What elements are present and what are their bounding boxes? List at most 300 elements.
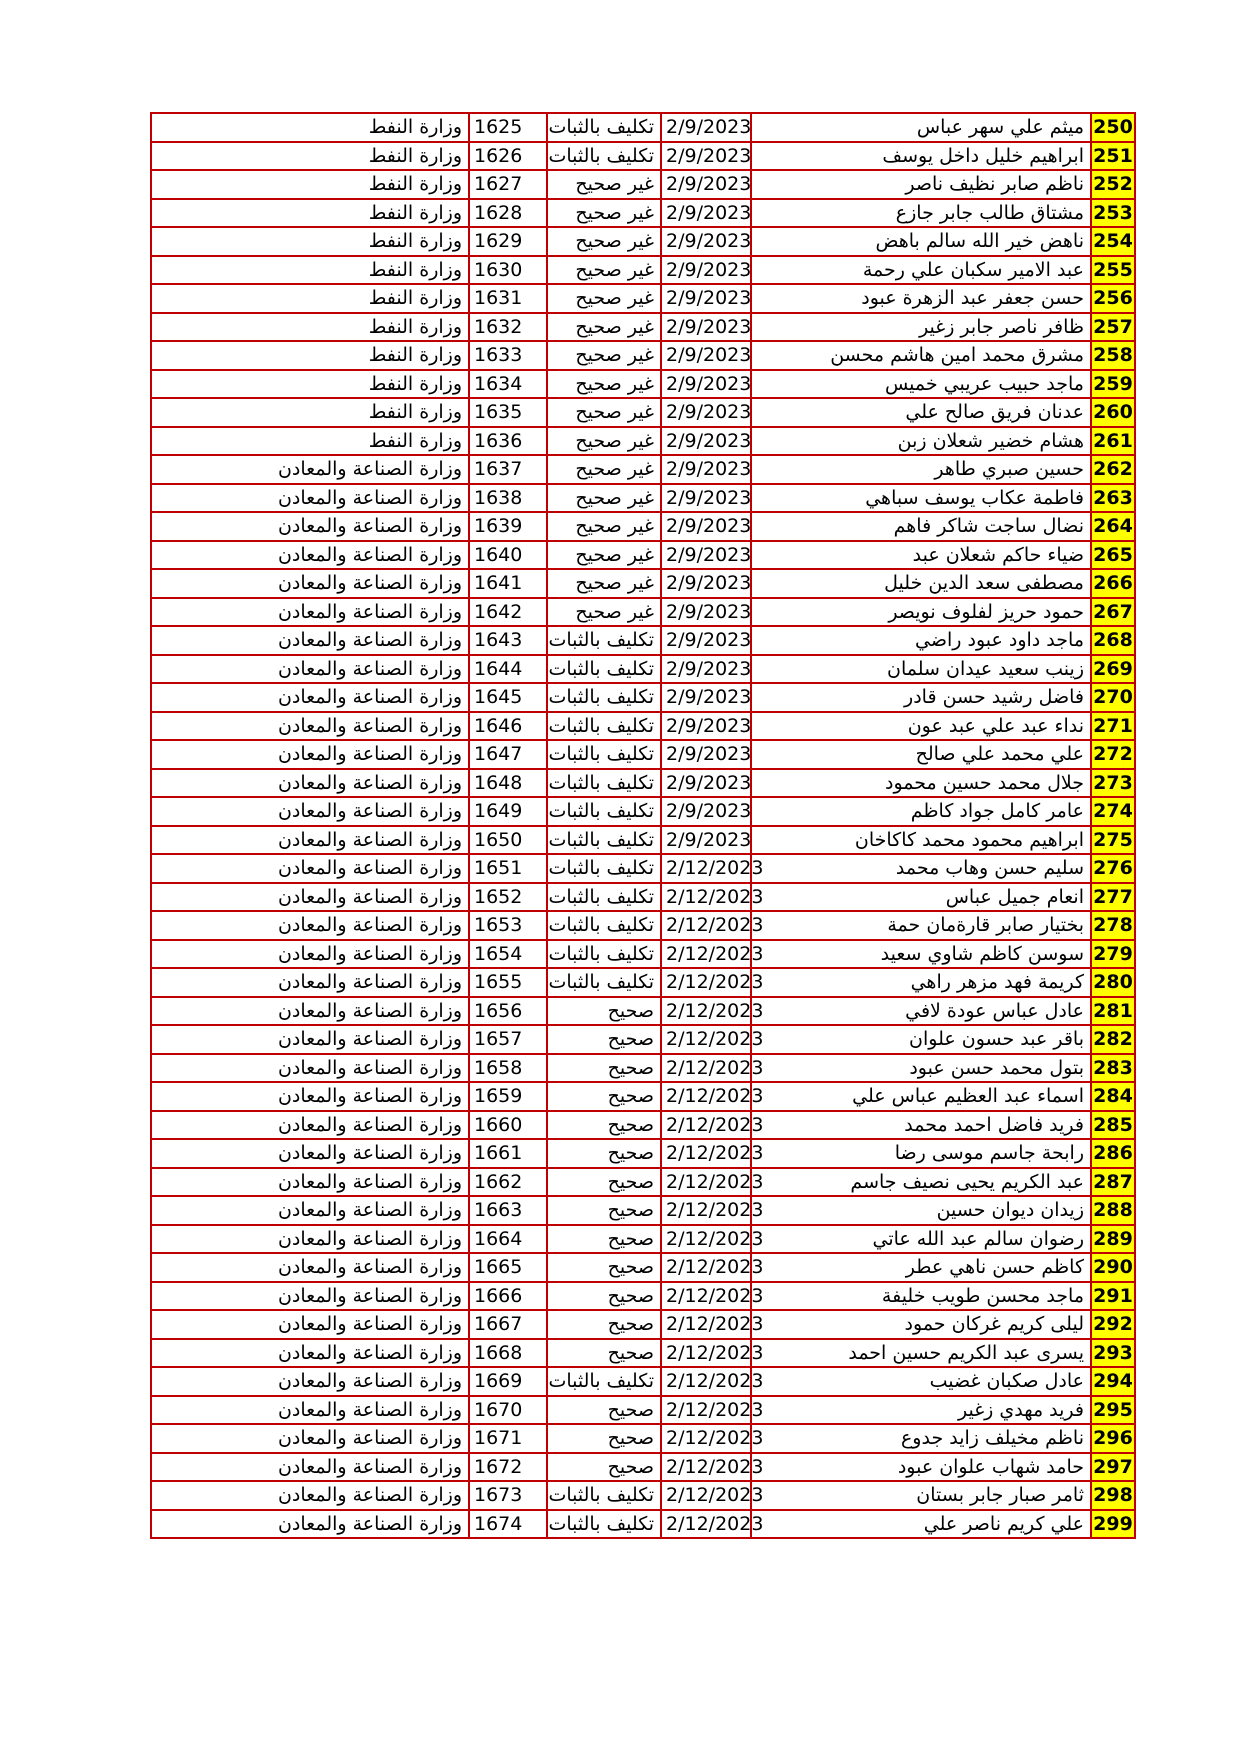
row-number-cell: 265 [1091,541,1135,570]
row-number-cell: 286 [1091,1139,1135,1168]
date-cell: 2/9/2023 [661,398,751,427]
name-cell: بتول محمد حسن عبود [751,1054,1091,1083]
row-number-cell: 255 [1091,256,1135,285]
table-row [151,1054,1135,1083]
status-cell: صحيح [547,1282,661,1311]
status-cell: تكليف بالثبات [547,854,661,883]
ministry-cell: وزارة الصناعة والمعادن [151,740,469,769]
code-cell: 1643 [469,626,547,655]
table-row [151,683,1135,712]
row-number-cell: 290 [1091,1253,1135,1282]
code-cell: 1633 [469,341,547,370]
table-row [151,940,1135,969]
name-cell: بختيار صابر قارةمان حمة [751,911,1091,940]
code-cell: 1663 [469,1196,547,1225]
ministry-cell: وزارة النفط [151,284,469,313]
date-cell: 2/12/2023 [661,911,751,940]
table-row [151,284,1135,313]
status-cell: تكليف بالثبات [547,883,661,912]
code-cell: 1644 [469,655,547,684]
table-row [151,769,1135,798]
name-cell: انعام جميل عباس [751,883,1091,912]
date-cell: 2/12/2023 [661,1396,751,1425]
ministry-cell: وزارة الصناعة والمعادن [151,826,469,855]
status-cell: تكليف بالثبات [547,683,661,712]
code-cell: 1673 [469,1481,547,1510]
date-cell: 2/9/2023 [661,227,751,256]
table-row [151,455,1135,484]
row-number-cell: 281 [1091,997,1135,1026]
table-row [151,1168,1135,1197]
ministry-cell: وزارة الصناعة والمعادن [151,1367,469,1396]
name-cell: فاطمة عكاب يوسف سباهي [751,484,1091,513]
name-cell: عادل صكبان غضيب [751,1367,1091,1396]
name-cell: حامد شهاب علوان عبود [751,1453,1091,1482]
name-cell: عبد الامير سكبان علي رحمة [751,256,1091,285]
table-row [151,313,1135,342]
ministry-cell: وزارة النفط [151,199,469,228]
status-cell: تكليف بالثبات [547,740,661,769]
table-row [151,968,1135,997]
name-cell: ماجد داود عبود راضي [751,626,1091,655]
ministry-cell: وزارة النفط [151,256,469,285]
row-number-cell: 267 [1091,598,1135,627]
name-cell: ابراهيم محمود محمد كاكاخان [751,826,1091,855]
code-cell: 1667 [469,1310,547,1339]
date-cell: 2/9/2023 [661,142,751,171]
row-number-cell: 264 [1091,512,1135,541]
name-cell: باقر عبد حسون علوان [751,1025,1091,1054]
date-cell: 2/12/2023 [661,968,751,997]
date-cell: 2/12/2023 [661,1054,751,1083]
row-number-cell: 283 [1091,1054,1135,1083]
row-number-cell: 279 [1091,940,1135,969]
name-cell: عدنان فريق صالح علي [751,398,1091,427]
code-cell: 1671 [469,1424,547,1453]
date-cell: 2/9/2023 [661,569,751,598]
status-cell: تكليف بالثبات [547,142,661,171]
ministry-cell: وزارة الصناعة والمعادن [151,1139,469,1168]
row-number-cell: 268 [1091,626,1135,655]
ministry-cell: وزارة الصناعة والمعادن [151,1196,469,1225]
code-cell: 1651 [469,854,547,883]
name-cell: كريمة فهد مزهر راهي [751,968,1091,997]
date-cell: 2/12/2023 [661,1168,751,1197]
row-number-cell: 299 [1091,1510,1135,1539]
status-cell: تكليف بالثبات [547,1367,661,1396]
table-row [151,1481,1135,1510]
status-cell: تكليف بالثبات [547,911,661,940]
date-cell: 2/9/2023 [661,484,751,513]
row-number-cell: 250 [1091,113,1135,142]
code-cell: 1668 [469,1339,547,1368]
row-number-cell: 252 [1091,170,1135,199]
table-row [151,427,1135,456]
date-cell: 2/12/2023 [661,1225,751,1254]
row-number-cell: 273 [1091,769,1135,798]
row-number-cell: 260 [1091,398,1135,427]
ministry-cell: وزارة الصناعة والمعادن [151,512,469,541]
status-cell: غير صحيح [547,598,661,627]
name-cell: ماجد محسن طويب خليفة [751,1282,1091,1311]
status-cell: تكليف بالثبات [547,655,661,684]
status-cell: تكليف بالثبات [547,769,661,798]
table-row [151,854,1135,883]
status-cell: غير صحيح [547,199,661,228]
table-row [151,170,1135,199]
name-cell: نداء عبد علي عبد عون [751,712,1091,741]
name-cell: عادل عباس عودة لافي [751,997,1091,1026]
table-row [151,655,1135,684]
date-cell: 2/12/2023 [661,1424,751,1453]
name-cell: حمود حريز لفلوف نويصر [751,598,1091,627]
ministry-cell: وزارة الصناعة والمعادن [151,1453,469,1482]
row-number-cell: 256 [1091,284,1135,313]
code-cell: 1670 [469,1396,547,1425]
row-number-cell: 282 [1091,1025,1135,1054]
name-cell: هشام خضير شعلان زبن [751,427,1091,456]
status-cell: غير صحيح [547,284,661,313]
table-row [151,1196,1135,1225]
row-number-cell: 280 [1091,968,1135,997]
table-row [151,826,1135,855]
code-cell: 1638 [469,484,547,513]
status-cell: صحيح [547,1310,661,1339]
ministry-cell: وزارة الصناعة والمعادن [151,683,469,712]
name-cell: نضال ساجت شاكر فاهم [751,512,1091,541]
date-cell: 2/12/2023 [661,1253,751,1282]
status-cell: صحيح [547,1139,661,1168]
name-cell: مشتاق طالب جابر جازع [751,199,1091,228]
date-cell: 2/9/2023 [661,256,751,285]
status-cell: تكليف بالثبات [547,113,661,142]
table-row [151,1111,1135,1140]
row-number-cell: 274 [1091,797,1135,826]
row-number-cell: 259 [1091,370,1135,399]
status-cell: تكليف بالثبات [547,626,661,655]
ministry-cell: وزارة الصناعة والمعادن [151,940,469,969]
row-number-cell: 270 [1091,683,1135,712]
status-cell: غير صحيح [547,398,661,427]
name-cell: ناهض خير الله سالم باهض [751,227,1091,256]
ministry-cell: وزارة النفط [151,370,469,399]
date-cell: 2/9/2023 [661,826,751,855]
name-cell: ضياء حاكم شعلان عبد [751,541,1091,570]
code-cell: 1647 [469,740,547,769]
code-cell: 1631 [469,284,547,313]
ministry-cell: وزارة الصناعة والمعادن [151,455,469,484]
date-cell: 2/9/2023 [661,341,751,370]
ministry-cell: وزارة الصناعة والمعادن [151,968,469,997]
table-row [151,1139,1135,1168]
table-row [151,1367,1135,1396]
table-row [151,997,1135,1026]
ministry-cell: وزارة الصناعة والمعادن [151,1025,469,1054]
status-cell: غير صحيح [547,455,661,484]
code-cell: 1669 [469,1367,547,1396]
date-cell: 2/12/2023 [661,1111,751,1140]
table-row [151,142,1135,171]
code-cell: 1659 [469,1082,547,1111]
date-cell: 2/9/2023 [661,313,751,342]
code-cell: 1632 [469,313,547,342]
ministry-cell: وزارة الصناعة والمعادن [151,1424,469,1453]
ministry-cell: وزارة الصناعة والمعادن [151,1396,469,1425]
date-cell: 2/9/2023 [661,626,751,655]
row-number-cell: 285 [1091,1111,1135,1140]
ministry-cell: وزارة الصناعة والمعادن [151,655,469,684]
status-cell: تكليف بالثبات [547,797,661,826]
code-cell: 1648 [469,769,547,798]
row-number-cell: 296 [1091,1424,1135,1453]
date-cell: 2/12/2023 [661,997,751,1026]
name-cell: ظافر ناصر جابر زغير [751,313,1091,342]
row-number-cell: 295 [1091,1396,1135,1425]
ministry-cell: وزارة النفط [151,427,469,456]
name-cell: فريد فاضل احمد محمد [751,1111,1091,1140]
date-cell: 2/9/2023 [661,740,751,769]
status-cell: غير صحيح [547,170,661,199]
ministry-cell: وزارة الصناعة والمعادن [151,541,469,570]
date-cell: 2/12/2023 [661,1082,751,1111]
code-cell: 1640 [469,541,547,570]
code-cell: 1627 [469,170,547,199]
status-cell: صحيح [547,1253,661,1282]
status-cell: صحيح [547,1339,661,1368]
ministry-cell: وزارة الصناعة والمعادن [151,911,469,940]
row-number-cell: 254 [1091,227,1135,256]
ministry-cell: وزارة الصناعة والمعادن [151,569,469,598]
name-cell: فريد مهدي زغير [751,1396,1091,1425]
date-cell: 2/9/2023 [661,199,751,228]
name-cell: مصطفى سعد الدين خليل [751,569,1091,598]
ministry-cell: وزارة الصناعة والمعادن [151,1082,469,1111]
status-cell: تكليف بالثبات [547,826,661,855]
ministry-cell: وزارة الصناعة والمعادن [151,598,469,627]
date-cell: 2/12/2023 [661,1025,751,1054]
row-number-cell: 284 [1091,1082,1135,1111]
name-cell: عبد الكريم يحيى نصيف جاسم [751,1168,1091,1197]
ministry-cell: وزارة النفط [151,341,469,370]
ministry-cell: وزارة النفط [151,142,469,171]
code-cell: 1654 [469,940,547,969]
status-cell: غير صحيح [547,512,661,541]
status-cell: تكليف بالثبات [547,1481,661,1510]
table-row [151,740,1135,769]
records-table [150,112,1136,1539]
status-cell: غير صحيح [547,313,661,342]
name-cell: ناظم مخيلف زايد جدوع [751,1424,1091,1453]
status-cell: غير صحيح [547,484,661,513]
name-cell: جلال محمد حسين محمود [751,769,1091,798]
status-cell: تكليف بالثبات [547,712,661,741]
table-row [151,1510,1135,1539]
row-number-cell: 269 [1091,655,1135,684]
name-cell: ميثم علي سهر عباس [751,113,1091,142]
row-number-cell: 298 [1091,1481,1135,1510]
date-cell: 2/12/2023 [661,1367,751,1396]
row-number-cell: 287 [1091,1168,1135,1197]
status-cell: صحيح [547,1054,661,1083]
status-cell: صحيح [547,997,661,1026]
code-cell: 1642 [469,598,547,627]
date-cell: 2/9/2023 [661,541,751,570]
code-cell: 1652 [469,883,547,912]
row-number-cell: 253 [1091,199,1135,228]
date-cell: 2/12/2023 [661,1196,751,1225]
table-row [151,398,1135,427]
row-number-cell: 258 [1091,341,1135,370]
date-cell: 2/9/2023 [661,370,751,399]
date-cell: 2/12/2023 [661,1282,751,1311]
ministry-cell: وزارة النفط [151,170,469,199]
status-cell: صحيح [547,1225,661,1254]
date-cell: 2/9/2023 [661,797,751,826]
name-cell: اسماء عبد العظيم عباس علي [751,1082,1091,1111]
ministry-cell: وزارة النفط [151,313,469,342]
code-cell: 1672 [469,1453,547,1482]
table-row [151,341,1135,370]
name-cell: ماجد حبيب عريبي خميس [751,370,1091,399]
name-cell: كاظم حسن ناهي عطر [751,1253,1091,1282]
code-cell: 1645 [469,683,547,712]
ministry-cell: وزارة الصناعة والمعادن [151,883,469,912]
name-cell: ابراهيم خليل داخل يوسف [751,142,1091,171]
status-cell: غير صحيح [547,341,661,370]
name-cell: رضوان سالم عبد الله عاتي [751,1225,1091,1254]
table-row [151,113,1135,142]
status-cell: صحيح [547,1396,661,1425]
code-cell: 1635 [469,398,547,427]
name-cell: ثامر صبار جابر بستان [751,1481,1091,1510]
records-table-body [151,113,1135,1538]
ministry-cell: وزارة الصناعة والمعادن [151,1225,469,1254]
name-cell: حسن جعفر عبد الزهرة عبود [751,284,1091,313]
status-cell: تكليف بالثبات [547,968,661,997]
ministry-cell: وزارة الصناعة والمعادن [151,1168,469,1197]
table-row [151,256,1135,285]
code-cell: 1641 [469,569,547,598]
table-row [151,1253,1135,1282]
table-row [151,883,1135,912]
ministry-cell: وزارة الصناعة والمعادن [151,769,469,798]
status-cell: غير صحيح [547,256,661,285]
code-cell: 1653 [469,911,547,940]
name-cell: علي محمد علي صالح [751,740,1091,769]
name-cell: علي كريم ناصر علي [751,1510,1091,1539]
row-number-cell: 275 [1091,826,1135,855]
row-number-cell: 288 [1091,1196,1135,1225]
code-cell: 1636 [469,427,547,456]
table-row [151,484,1135,513]
name-cell: سليم حسن وهاب محمد [751,854,1091,883]
status-cell: صحيح [547,1453,661,1482]
code-cell: 1626 [469,142,547,171]
code-cell: 1661 [469,1139,547,1168]
name-cell: فاضل رشيد حسن قادر [751,683,1091,712]
row-number-cell: 251 [1091,142,1135,171]
table-row [151,1310,1135,1339]
ministry-cell: وزارة الصناعة والمعادن [151,484,469,513]
date-cell: 2/9/2023 [661,769,751,798]
date-cell: 2/12/2023 [661,1339,751,1368]
ministry-cell: وزارة الصناعة والمعادن [151,797,469,826]
ministry-cell: وزارة النفط [151,227,469,256]
table-row [151,1282,1135,1311]
table-row [151,1424,1135,1453]
row-number-cell: 293 [1091,1339,1135,1368]
name-cell: مشرق محمد امين هاشم محسن [751,341,1091,370]
code-cell: 1628 [469,199,547,228]
date-cell: 2/12/2023 [661,1310,751,1339]
status-cell: صحيح [547,1111,661,1140]
row-number-cell: 261 [1091,427,1135,456]
name-cell: زيدان ديوان حسين [751,1196,1091,1225]
date-cell: 2/9/2023 [661,683,751,712]
code-cell: 1665 [469,1253,547,1282]
row-number-cell: 294 [1091,1367,1135,1396]
table-row [151,370,1135,399]
date-cell: 2/12/2023 [661,883,751,912]
code-cell: 1649 [469,797,547,826]
status-cell: صحيح [547,1196,661,1225]
status-cell: صحيح [547,1082,661,1111]
table-row [151,227,1135,256]
ministry-cell: وزارة النفط [151,398,469,427]
row-number-cell: 291 [1091,1282,1135,1311]
ministry-cell: وزارة النفط [151,113,469,142]
ministry-cell: وزارة الصناعة والمعادن [151,1253,469,1282]
date-cell: 2/9/2023 [661,284,751,313]
table-row [151,541,1135,570]
row-number-cell: 262 [1091,455,1135,484]
code-cell: 1625 [469,113,547,142]
name-cell: ناظم صابر نظيف ناصر [751,170,1091,199]
status-cell: غير صحيح [547,569,661,598]
table-row [151,1225,1135,1254]
table-row [151,569,1135,598]
code-cell: 1637 [469,455,547,484]
date-cell: 2/9/2023 [661,712,751,741]
date-cell: 2/12/2023 [661,1510,751,1539]
row-number-cell: 263 [1091,484,1135,513]
row-number-cell: 297 [1091,1453,1135,1482]
status-cell: صحيح [547,1424,661,1453]
row-number-cell: 292 [1091,1310,1135,1339]
table-row [151,1025,1135,1054]
code-cell: 1634 [469,370,547,399]
ministry-cell: وزارة الصناعة والمعادن [151,712,469,741]
status-cell: غير صحيح [547,370,661,399]
name-cell: حسين صبري طاهر [751,455,1091,484]
date-cell: 2/9/2023 [661,598,751,627]
row-number-cell: 271 [1091,712,1135,741]
code-cell: 1658 [469,1054,547,1083]
status-cell: صحيح [547,1025,661,1054]
table-row [151,598,1135,627]
code-cell: 1674 [469,1510,547,1539]
row-number-cell: 289 [1091,1225,1135,1254]
date-cell: 2/9/2023 [661,455,751,484]
code-cell: 1639 [469,512,547,541]
row-number-cell: 276 [1091,854,1135,883]
name-cell: ليلى كريم غركان حمود [751,1310,1091,1339]
code-cell: 1630 [469,256,547,285]
row-number-cell: 272 [1091,740,1135,769]
date-cell: 2/9/2023 [661,170,751,199]
ministry-cell: وزارة الصناعة والمعادن [151,1481,469,1510]
row-number-cell: 257 [1091,313,1135,342]
